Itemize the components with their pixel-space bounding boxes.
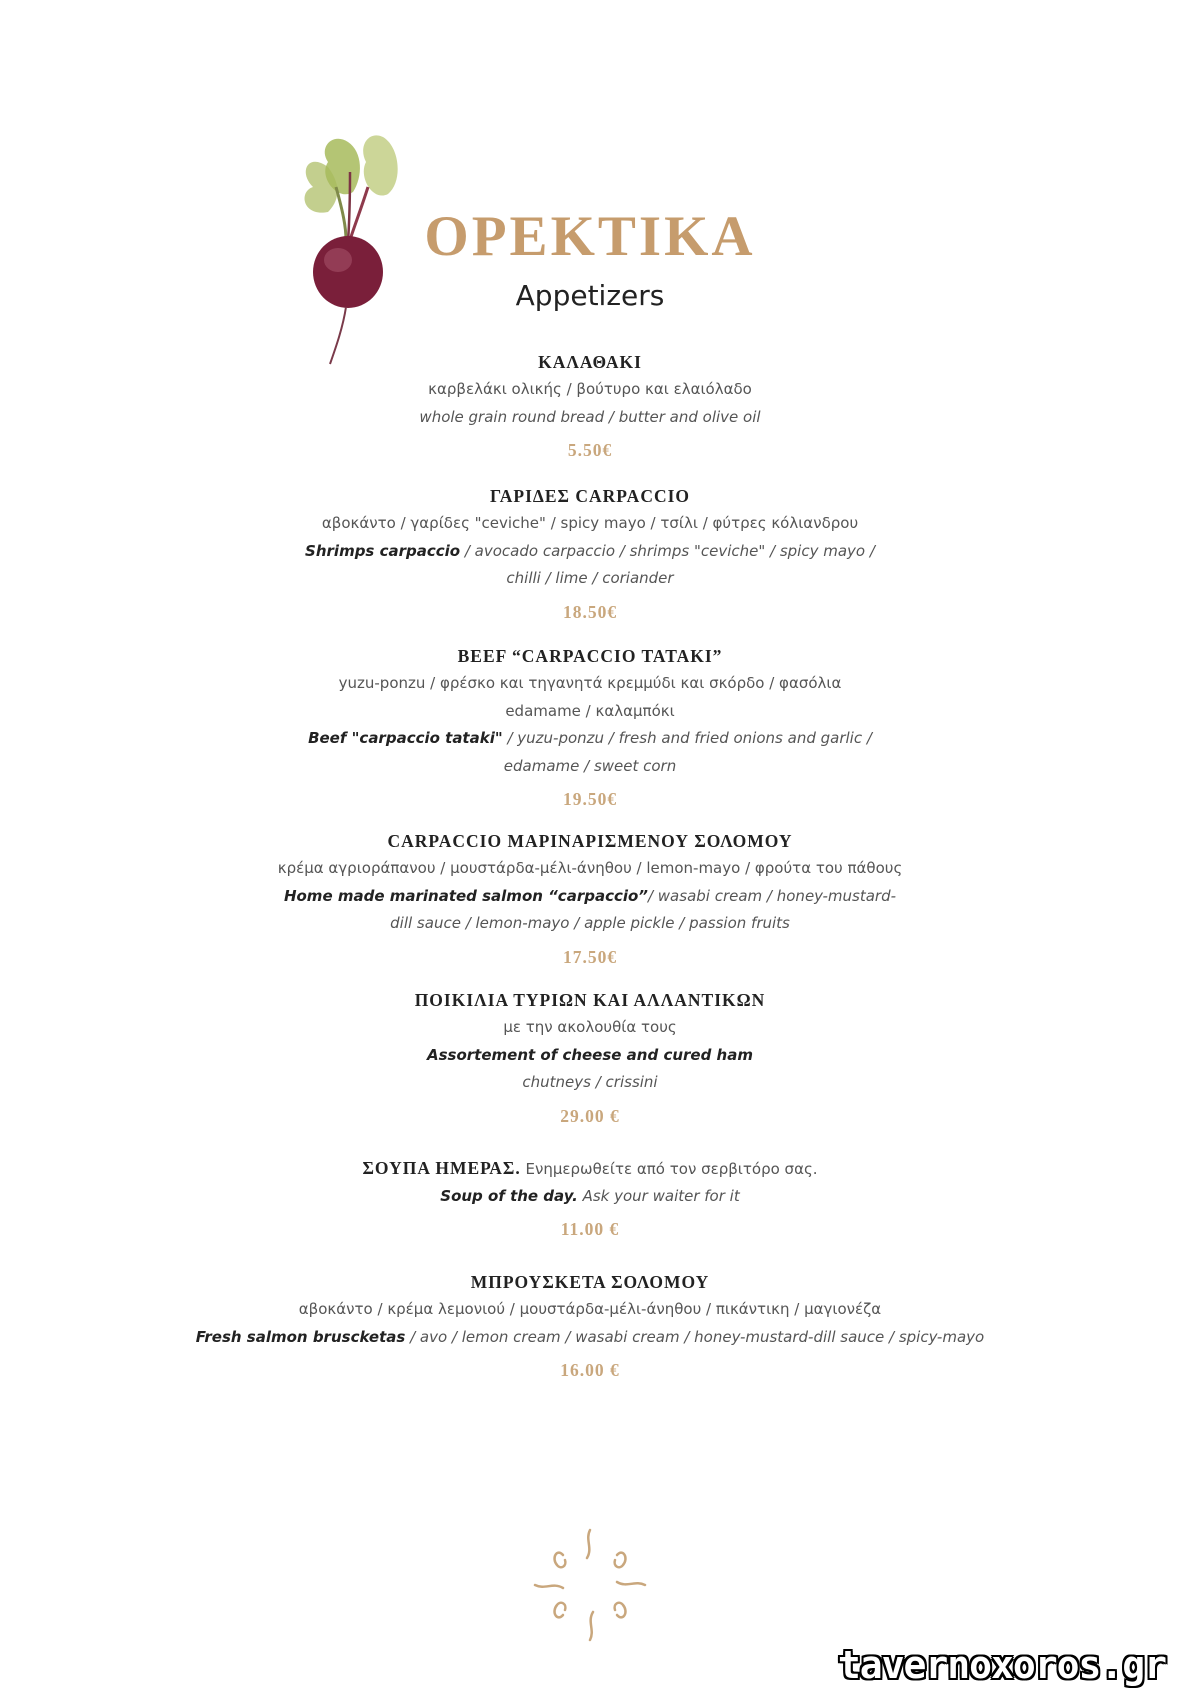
item-description-english-cont: edamame / sweet corn	[503, 756, 677, 775]
decorative-emblem	[515, 1510, 665, 1660]
item-price: 5.50€	[567, 440, 613, 460]
item-description-greek: αβοκάντο / γαρίδες "ceviche" / spicy mayo / τσίλι / φύτρες κόλιανδρου	[321, 514, 859, 532]
item-name: ΓΑΡΙΔΕΣ CARPACCIO	[489, 486, 691, 506]
item-price: 29.00 €	[560, 1105, 620, 1126]
item-price: 19.50€	[562, 789, 618, 809]
item-description-greek-cont: edamame / καλαμπόκι	[505, 701, 675, 720]
item-name: ΠΟΙΚΙΛΙΑ ΤΥΡΙΩΝ ΚΑΙ ΑΛΛΑΝΤΙΚΩΝ	[414, 990, 766, 1010]
item-price: 18.50€	[562, 601, 618, 622]
menu-item	[150, 1155, 1030, 1242]
menu-item	[150, 642, 1030, 812]
menu-item	[150, 1268, 1030, 1383]
item-name: ΚΑΛΑΘΑΚΙ	[538, 352, 642, 372]
item-description-english: Soup of the day. Ask your waiter for it	[440, 1186, 740, 1205]
menu-item	[150, 827, 1030, 970]
item-description-english-cont: chilli / lime / coriander	[506, 569, 674, 587]
item-english-name: Soup of the day.	[440, 1186, 578, 1205]
item-description-english: whole grain round bread / butter and olive oil	[419, 407, 761, 426]
item-description-greek: yuzu-ponzu / φρέσκο και τηγανητά κρεμμύδι και σκόρδο / φασόλια	[338, 674, 842, 692]
item-description-greek: καρβελάκι ολικής / βούτυρο και ελαιόλαδο	[428, 380, 752, 398]
menu-item	[150, 348, 1030, 463]
item-description-greek: αβοκάντο / κρέμα λεμονιού / μουστάρδα-μέλι-άνηθου / πικάντικη / μαγιονέζα	[298, 1300, 882, 1318]
item-description-english: Home made marinated salmon “carpaccio”/ wasabi cream / honey-mustard-	[283, 886, 897, 905]
item-name-and-description	[150, 1155, 1030, 1183]
item-name: ΣΟΥΠΑ ΗΜΕΡΑΣ.	[362, 1158, 521, 1178]
item-description-english-cont: dill sauce / lemon-mayo / apple pickle / passion fruits	[390, 914, 790, 932]
menu-item	[150, 986, 1030, 1129]
item-price: 11.00 €	[560, 1219, 620, 1239]
item-description-english	[150, 1042, 1030, 1070]
item-description-greek: Ενημερωθείτε από τον σερβιτόρο σας.	[520, 1160, 818, 1178]
item-description-english: Fresh salmon bruscketas / avo / lemon cream / wasabi cream / honey-mustard-dill sauce / spicy-mayo	[195, 1327, 985, 1346]
menu-item	[150, 482, 1030, 625]
item-description-greek: με την ακολουθία τους	[503, 1018, 677, 1036]
item-english-name: Fresh salmon bruscketas	[195, 1327, 406, 1346]
page-subtitle: Appetizers	[515, 279, 665, 312]
item-name: BEEF “CARPACCIO TATAKI”	[457, 646, 723, 666]
item-price: 17.50€	[562, 946, 618, 967]
item-english-name: Beef "carpaccio tataki"	[308, 729, 503, 747]
item-description-english-cont: chutneys / crissini	[522, 1073, 658, 1091]
item-english-name: Assortement of cheese and cured ham	[427, 1045, 753, 1064]
page-title: ΟΡΕΚΤΙΚΑ	[424, 205, 756, 268]
item-name: ΜΠΡΟΥΣΚΕΤΑ ΣΟΛΟΜΟΥ	[470, 1272, 710, 1292]
item-english-name: Home made marinated salmon “carpaccio”	[283, 886, 648, 905]
item-description-english: Shrimps carpaccio / avocado carpaccio / shrimps "ceviche" / spicy mayo /	[305, 541, 875, 560]
item-english-name: Shrimps carpaccio	[305, 541, 461, 560]
watermark: tavernoxoros.gr	[837, 1643, 1166, 1687]
item-description-greek: κρέμα αγριοράπανου / μουστάρδα-μέλι-άνηθου / lemon-mayo / φρούτα του πάθους	[277, 859, 903, 877]
item-price: 16.00 €	[560, 1360, 620, 1380]
item-description-english: Beef "carpaccio tataki" / yuzu-ponzu / fresh and fried onions and garlic /	[308, 729, 872, 747]
item-name: CARPACCIO ΜΑΡΙΝΑΡΙΣΜΕΝΟΥ ΣΟΛΟΜΟΥ	[387, 831, 793, 851]
